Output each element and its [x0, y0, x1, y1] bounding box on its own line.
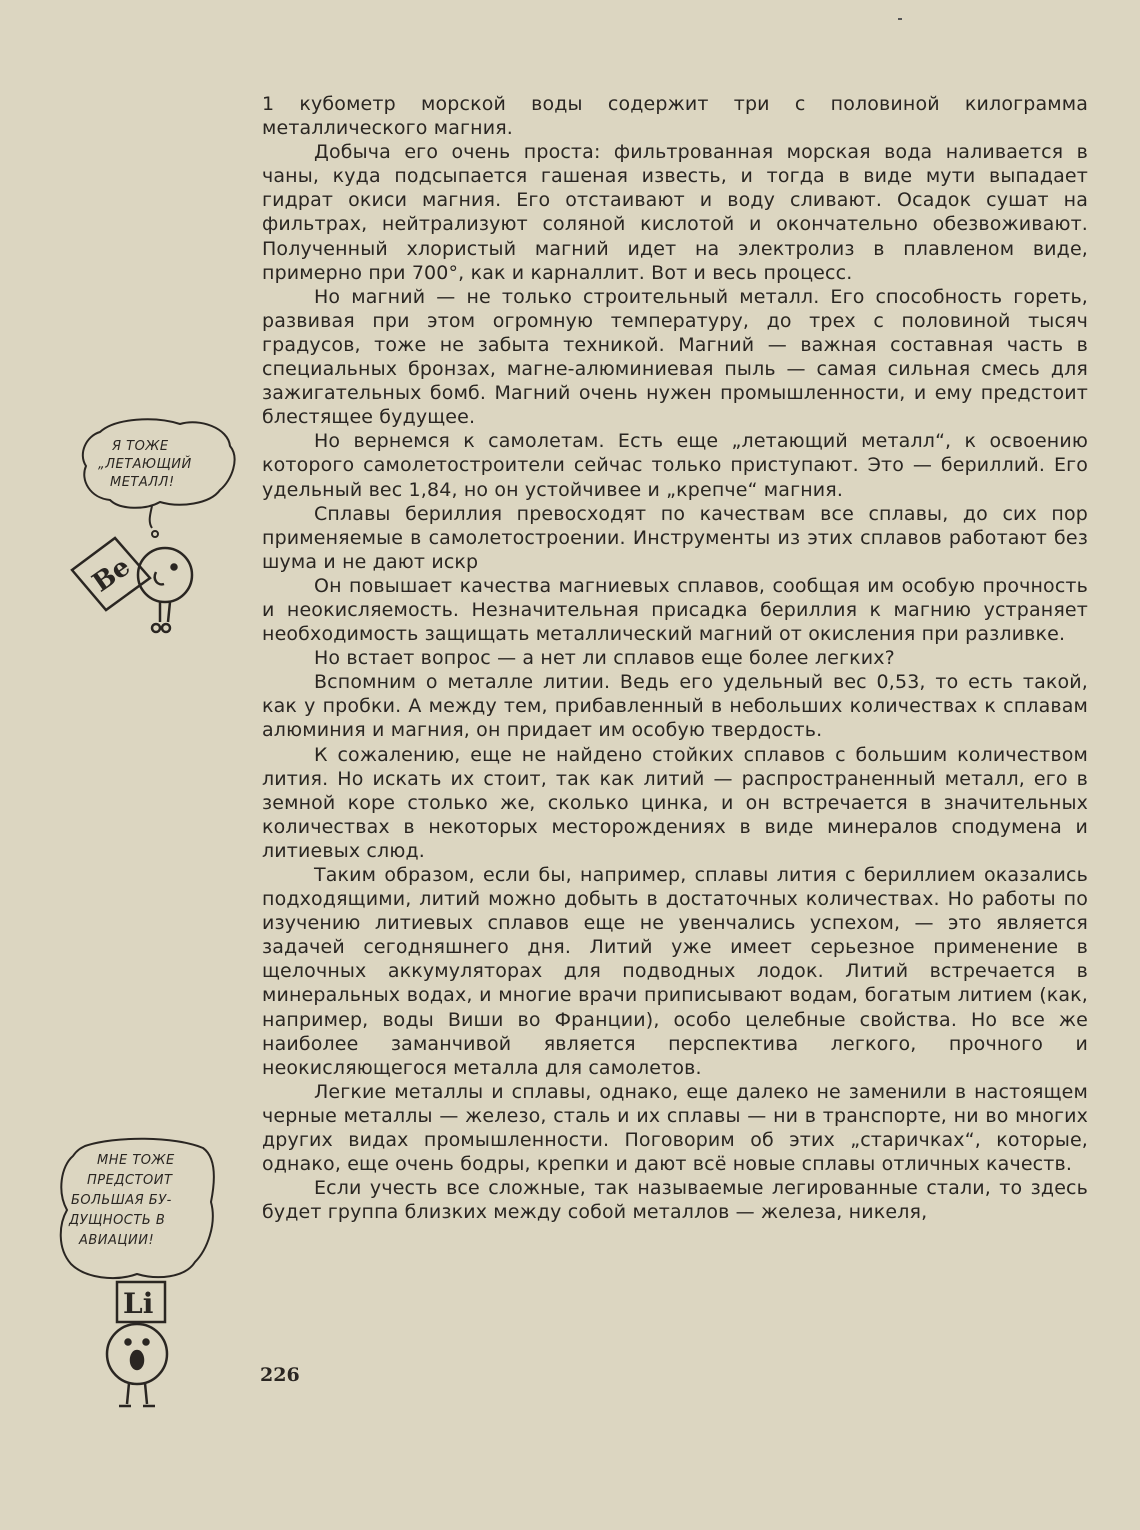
paragraph: Вспомним о металле литии. Ведь его удельный вес 0,53, то есть такой, как у пробки. А между тем, прибавленный в небольших количествах к сплавам алюминия и магния, он придает им особую твердость.	[262, 671, 1088, 742]
paragraph: Он повышает качества магниевых сплавов, сообщая им особую прочность и неокисляемость. Незначительная присадка бериллия к магнию устраняет необходимость защищать металлический магний от окисления при разливке.	[262, 574, 1088, 646]
print-mark	[898, 18, 902, 20]
paragraph: Сплавы бериллия превосходят по качествам все сплавы, до сих пор применяемые в самолетостроении. Инструменты из этих сплавов работают без шума и не дают искр	[262, 502, 1088, 573]
paragraph: Добыча его очень проста: фильтрованная морская вода наливается в чаны, куда подсыпается гашеная известь, и тогда в виде мути выпадает гидрат окиси магния. Его отстаивают и воду сливают. Осадок сушат на фильтрах, нейтрализуют соляной кислотой и окончательно обезвоживают. Полученный хлористый магний идет на электролиз в плавленом виде, примерно при 700°, как и карналлит. Вот и весь процесс.	[262, 141, 1088, 284]
bubble-line: Я ТОЖЕ	[112, 439, 169, 454]
bubble-line: АВИАЦИИ!	[79, 1233, 155, 1248]
lithium-character-illustration	[45, 1132, 235, 1417]
bubble-line: МНЕ ТОЖЕ	[97, 1153, 175, 1168]
paragraph: К сожалению, еще не найдено стойких сплавов с большим количеством лития. Но искать их стоит, так как литий — распространенный металл, его в земной коре столько же, сколько цинка, и он встречается в значительных количествах в некоторых месторождениях в виде минералов сподумена и литиевых слюд.	[262, 743, 1088, 862]
beryllium-character-illustration	[60, 410, 250, 660]
page-number: 226	[260, 1364, 300, 1386]
paragraph: 1 кубометр морской воды содержит три с половиной килограмма металлического магния.	[262, 93, 1088, 140]
li-badge	[117, 1282, 165, 1322]
be-symbol: Be	[87, 551, 136, 599]
paragraph: Если учесть все сложные, так называемые легированные стали, то здесь будет группа близких между собой металлов — железа, никеля,	[262, 1177, 1088, 1224]
bubble-line: ДУЩНОСТЬ В	[69, 1213, 166, 1228]
paragraph: Таким образом, если бы, например, сплавы лития с бериллием оказались подходящими, литий можно добыть в достаточных количествах. Но работы по изучению литиевых сплавов еще не увенчались успехом, — это является задачей сегодняшнего дня. Литий уже имеет серьезное применение в щелочных аккумуляторах для подводных лодок. Литий встречается в минеральных водах, и многие врачи приписывают водам, богатым литием (как, например, воды Виши во Франции), особо целебные свойства. Но все же наиболее заманчивой является перспектива легкого, прочного и неокисляющегося металла для самолетов.	[262, 864, 1088, 1079]
bubble-line: ПРЕДСТОИТ	[87, 1173, 173, 1188]
smiley-face-icon	[138, 548, 192, 632]
body-text	[262, 92, 1088, 1224]
paragraph: Но встает вопрос — а нет ли сплавов еще более легких?	[314, 647, 895, 670]
bubble-line: БОЛЬШАЯ БУ-	[71, 1193, 172, 1208]
li-symbol: Li	[123, 1287, 154, 1320]
paragraph: Легкие металлы и сплавы, однако, еще далеко не заменили в настоящем черные металлы — железо, сталь и их сплавы — ни в транспорте, ни во многих других видах промышленности. Поговорим об этих „старичках“, которые, однако, еще очень бодры, крепки и дают всё новые сплавы отличных качеств.	[262, 1080, 1088, 1176]
surprised-face-icon	[107, 1324, 167, 1406]
paragraph: Но магний — не только строительный металл. Его способность гореть, развивая при этом огромную температуру, до трех с половиной тысяч градусов, тоже не забыта техникой. Магний — важная составная часть в специальных бронзах, магне-алюминиевая пыль — самая сильная смесь для зажигательных бомб. Магний очень нужен промышленности, и ему предстоит блестящее будущее.	[262, 285, 1088, 429]
bubble-line: „ЛЕТАЮЩИЙ	[98, 457, 192, 472]
bubble-line: МЕТАЛЛ!	[110, 475, 175, 490]
paragraph: Но вернемся к самолетам. Есть еще „летающий металл“, к освоению которого самолетостроители сейчас только приступают. Это — бериллий. Его удельный вес 1,84, но он устойчивее и „крепче“ магния.	[262, 430, 1088, 501]
